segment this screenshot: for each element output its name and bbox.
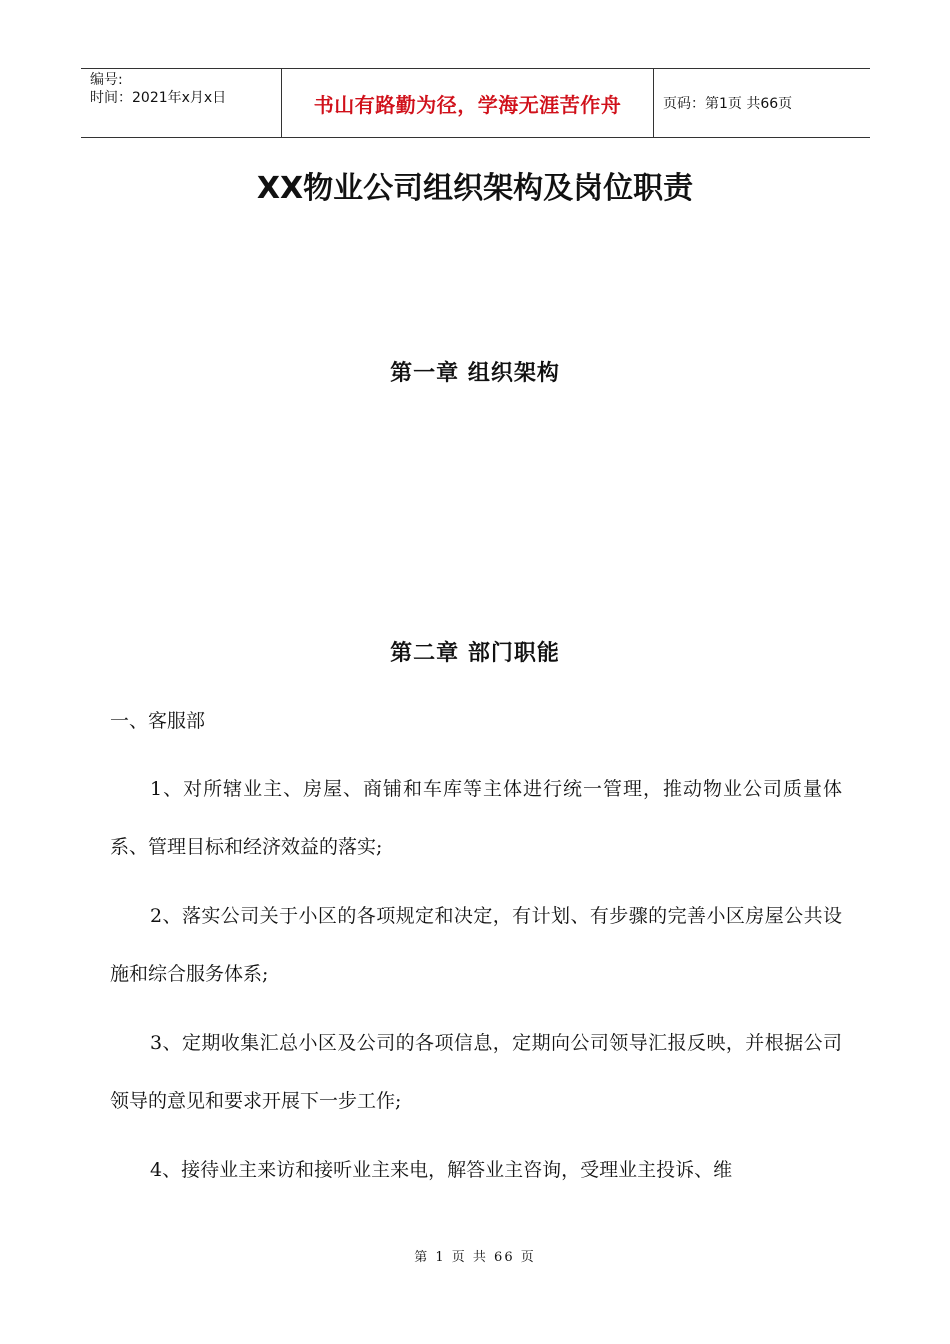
time-label: 时间：2021年x月x日 <box>90 90 227 106</box>
document-title: XX物业公司组织架构及岗位职责 <box>256 171 694 206</box>
section-heading: 一、客服部 <box>110 710 206 732</box>
chapter-1-heading: 第一章 组织架构 <box>390 360 560 386</box>
chapter-2-heading: 第二章 部门职能 <box>390 640 560 666</box>
page-footer: 第 1 页 共 66 页 <box>414 1250 536 1265</box>
header-meta <box>81 69 281 137</box>
paragraph-2: 2、落实公司关于小区的各项规定和决定，有计划、有步骤的完善小区房屋公共设施和综合服务体系; <box>110 905 842 985</box>
header-motto: 书山有路勤为径，学海无涯苦作舟 <box>281 69 654 137</box>
paragraph-3: 3、定期收集汇总小区及公司的各项信息，定期向公司领导汇报反映，并根据公司领导的意见和要求开展下一步工作; <box>110 1032 842 1112</box>
paragraph-1: 1、对所辖业主、房屋、商铺和车库等主体进行统一管理，推动物业公司质量体系、管理目标和经济效益的落实; <box>110 778 842 858</box>
document-header <box>81 68 870 138</box>
paragraph-4: 4、接待业主来访和接听业主来电，解答业主咨询，受理业主投诉、维 <box>150 1159 733 1181</box>
number-label: 编号: <box>90 72 123 88</box>
header-page-code: 页码：第1页 共66页 <box>663 96 793 112</box>
